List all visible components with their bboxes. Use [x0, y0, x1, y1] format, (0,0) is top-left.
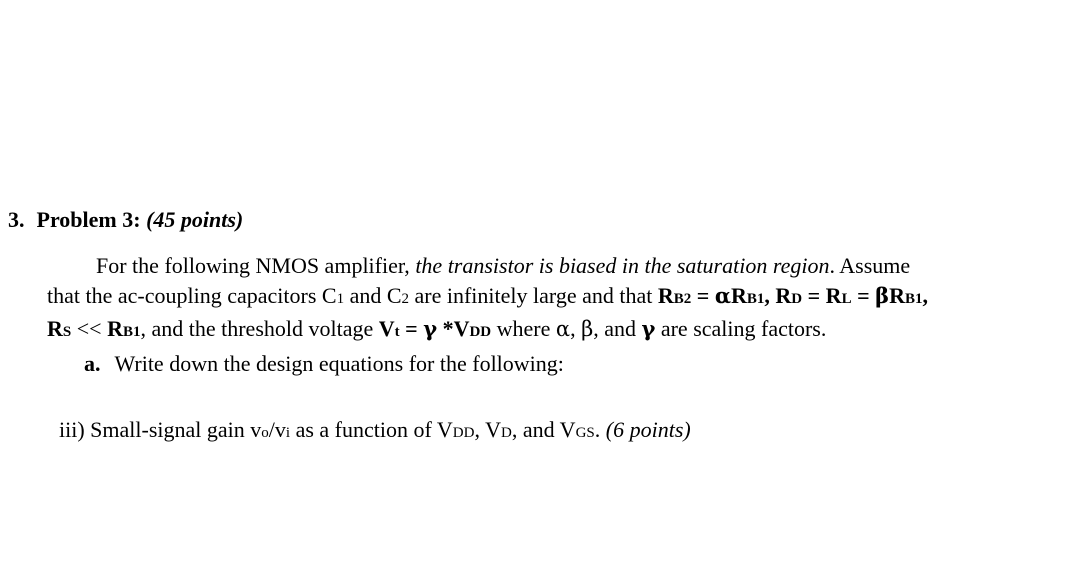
- statement-line-2: that the ac-coupling capacitors C1 and C2 are infinitely large and that RB2 = αRB1, RD = RL = βRB1,: [47, 283, 928, 308]
- statement-line-3: RS << RB1, and the threshold voltage Vt = γ *VDD where α, β, and γ are scaling factors.: [47, 316, 827, 341]
- problem-title: Problem 3:: [36, 207, 141, 232]
- statement-line-1: For the following NMOS amplifier, the transistor is biased in the saturation region. Assume: [96, 253, 911, 278]
- sub-item-iii: iii) Small-signal gain vo/vi as a function of VDD, VD, and VGS. (6 points): [59, 417, 691, 442]
- part-a-letter: a.: [84, 351, 101, 376]
- saturation-assumption: the transistor is biased in the saturation region: [415, 253, 830, 278]
- part-a-text: Write down the design equations for the following:: [114, 351, 564, 376]
- part-a: [84, 351, 564, 377]
- problem-points: (45 points): [146, 207, 244, 232]
- problem-statement: [47, 251, 1077, 347]
- problem-number: 3.: [8, 207, 25, 232]
- rb2-symbol: RB2 = αRB1, RD = RL = βRB1,: [657, 283, 928, 308]
- sub-item-points: (6 points): [605, 417, 691, 442]
- problem-heading: [8, 207, 243, 233]
